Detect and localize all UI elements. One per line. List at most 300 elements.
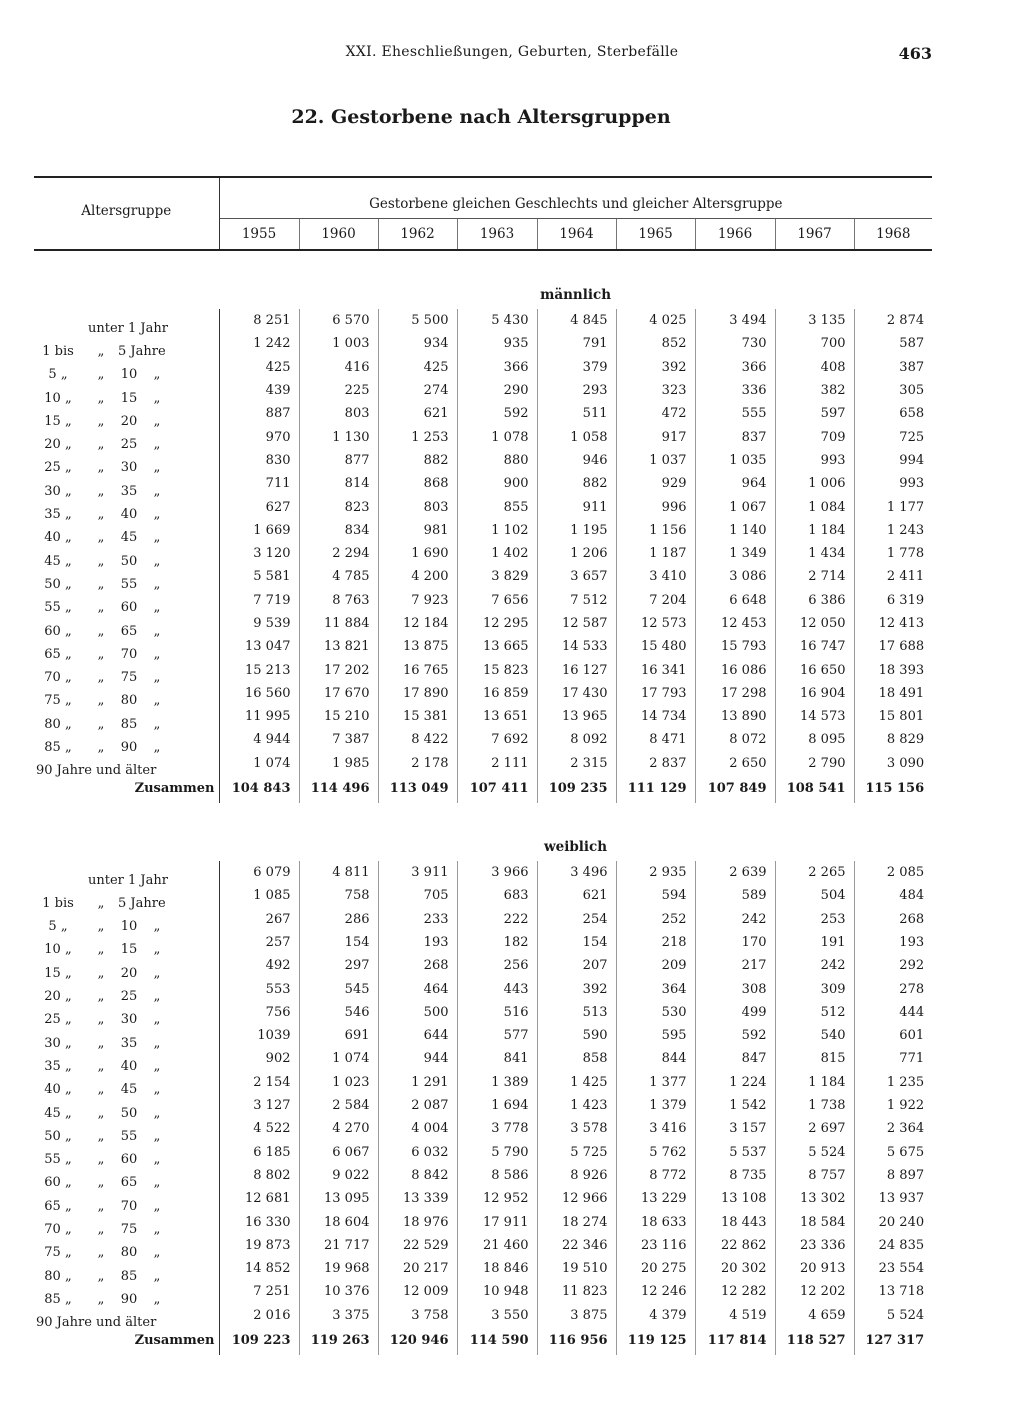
value-cell: 13 339 [378, 1187, 457, 1210]
section-heading: männlich [540, 287, 612, 303]
value-cell: 18 491 [854, 682, 932, 705]
age-to: 55 [120, 1128, 138, 1144]
value-cell: 19 510 [537, 1257, 616, 1280]
value-cell: 293 [537, 379, 616, 402]
total-cell: 113 049 [378, 775, 457, 803]
value-cell: 323 [616, 379, 695, 402]
value-cell: 1 423 [537, 1094, 616, 1117]
value-cell: 278 [854, 977, 932, 1000]
value-cell: 23 554 [854, 1257, 932, 1280]
age-label-text: 90 Jahre und älter [36, 1315, 157, 1331]
value-cell: 6 319 [854, 589, 932, 612]
age-from: 25 „ [44, 460, 72, 476]
total-cell: 118 527 [775, 1327, 854, 1355]
value-cell: 170 [695, 931, 775, 954]
age-group-label [34, 1304, 219, 1331]
value-cell: 993 [854, 472, 932, 495]
value-cell: 1 195 [537, 519, 616, 542]
ditto-mark: „ [153, 1175, 161, 1191]
age-group-label [34, 1047, 219, 1074]
value-cell: 1 084 [775, 495, 854, 518]
value-cell: 900 [457, 472, 537, 495]
value-cell: 758 [299, 884, 378, 907]
age-from: 30 „ [44, 1035, 72, 1051]
value-cell: 16 747 [775, 635, 854, 658]
value-cell: 1 130 [299, 425, 378, 448]
table-row [34, 1047, 932, 1070]
value-cell: 592 [457, 402, 537, 425]
value-cell: 8 072 [695, 728, 775, 751]
value-cell: 830 [265, 452, 291, 468]
value-cell: 19 968 [299, 1257, 378, 1280]
value-cell: 7 719 [253, 592, 291, 608]
value-cell: 935 [457, 332, 537, 355]
ditto-mark: „ [153, 1198, 161, 1214]
value-cell: 182 [457, 931, 537, 954]
age-from: 80 „ [44, 1268, 72, 1284]
age-group-label [34, 1280, 219, 1307]
table-row [34, 1257, 932, 1280]
value-cell: 993 [775, 449, 854, 472]
section-heading-spacer [34, 803, 219, 861]
ditto-mark: „ [97, 1058, 105, 1074]
ditto-mark: „ [97, 1035, 105, 1051]
age-group-label [34, 1024, 219, 1051]
ditto-mark: „ [153, 460, 161, 476]
value-cell: 4 845 [537, 309, 616, 332]
value-cell: 308 [695, 977, 775, 1000]
value-cell: 823 [299, 495, 378, 518]
value-cell: 8 829 [854, 728, 932, 751]
age-group-label [34, 542, 219, 569]
value-cell: 1 078 [457, 425, 537, 448]
year-header: 1955 [219, 219, 299, 251]
value-cell: 5 524 [854, 1304, 932, 1327]
ditto-mark: „ [153, 693, 161, 709]
value-cell: 814 [299, 472, 378, 495]
value-cell: 711 [265, 476, 291, 492]
value-cell: 13 937 [854, 1187, 932, 1210]
age-from: 5 „ [48, 919, 68, 935]
age-from: 70 „ [44, 670, 72, 686]
total-cell: 117 814 [695, 1327, 775, 1355]
value-cell: 13 047 [245, 639, 291, 655]
value-cell: 17 202 [299, 658, 378, 681]
value-cell: 16 650 [775, 658, 854, 681]
value-cell: 7 387 [299, 728, 378, 751]
section-heading-row [34, 803, 932, 861]
table-row [34, 635, 932, 658]
value-cell: 546 [299, 1001, 378, 1024]
value-cell: 12 202 [775, 1280, 854, 1303]
age-from: 5 „ [48, 367, 68, 383]
value-cell: 154 [537, 931, 616, 954]
value-cell: 193 [378, 931, 457, 954]
age-group-label [34, 931, 219, 958]
value-cell: 8 735 [695, 1164, 775, 1187]
age-from: 35 „ [44, 507, 72, 523]
table-row [34, 402, 932, 425]
value-cell: 1 224 [695, 1071, 775, 1094]
age-from: 15 „ [44, 413, 72, 429]
value-cell: 233 [378, 908, 457, 931]
total-cell: 127 317 [854, 1327, 932, 1355]
age-label-text: unter 1 Jahr [88, 320, 168, 336]
section-heading: weiblich [544, 838, 608, 855]
ditto-mark: „ [153, 1222, 161, 1238]
age-from: 50 „ [44, 1128, 72, 1144]
ditto-mark: „ [97, 739, 105, 755]
ditto-mark: „ [97, 460, 105, 476]
value-cell: 3 375 [299, 1304, 378, 1327]
table-row [34, 542, 932, 565]
value-cell: 553 [265, 981, 291, 997]
value-cell: 911 [537, 495, 616, 518]
table-row [34, 977, 932, 1000]
value-cell: 3 778 [457, 1117, 537, 1140]
value-cell: 154 [299, 931, 378, 954]
ditto-mark: „ [97, 1082, 105, 1098]
value-cell: 855 [457, 495, 537, 518]
value-cell: 366 [457, 356, 537, 379]
value-cell: 193 [854, 931, 932, 954]
value-cell: 18 274 [537, 1210, 616, 1233]
value-cell: 6 185 [253, 1144, 291, 1160]
value-cell: 658 [854, 402, 932, 425]
table-row [34, 1071, 932, 1094]
value-cell: 929 [616, 472, 695, 495]
year-header: 1965 [616, 219, 695, 251]
value-cell: 20 217 [378, 1257, 457, 1280]
value-cell: 14 533 [537, 635, 616, 658]
value-cell: 8 422 [378, 728, 457, 751]
value-cell: 5 581 [253, 569, 291, 585]
ditto-mark: „ [153, 413, 161, 429]
value-cell: 20 240 [854, 1210, 932, 1233]
value-cell: 1 006 [775, 472, 854, 495]
value-cell: 5 430 [457, 309, 537, 332]
age-from: 10 „ [44, 942, 72, 958]
value-cell: 3 090 [854, 752, 932, 775]
value-cell: 3 135 [775, 309, 854, 332]
age-group-label [34, 1210, 219, 1238]
value-cell: 3 127 [253, 1098, 291, 1114]
value-cell: 13 108 [695, 1187, 775, 1210]
value-cell: 292 [854, 954, 932, 977]
value-cell: 225 [299, 379, 378, 402]
ditto-mark: „ [153, 623, 161, 639]
value-cell: 23 336 [775, 1234, 854, 1257]
age-from: 45 „ [44, 1105, 72, 1121]
age-group-label [34, 379, 219, 406]
value-cell: 1 922 [854, 1094, 932, 1117]
ditto-mark: „ [97, 507, 105, 523]
value-cell: 16 904 [775, 682, 854, 705]
ditto-mark: „ [153, 1082, 161, 1098]
value-cell: 8 092 [537, 728, 616, 751]
value-cell: 13 875 [378, 635, 457, 658]
age-from: 60 „ [44, 1175, 72, 1191]
value-cell: 286 [299, 908, 378, 931]
age-group-label [34, 861, 219, 888]
value-cell: 887 [265, 406, 291, 422]
value-cell: 16 341 [616, 658, 695, 681]
age-to: 5 Jahre [118, 343, 166, 359]
age-group-label [34, 1071, 219, 1098]
value-cell: 19 873 [245, 1237, 291, 1253]
ditto-mark: „ [153, 507, 161, 523]
total-cell: 114 590 [457, 1327, 537, 1355]
age-to: 20 [120, 965, 138, 981]
value-cell: 252 [616, 908, 695, 931]
age-group-label [34, 519, 219, 546]
total-label: Zusammen [34, 1327, 219, 1355]
age-to: 30 [120, 1012, 138, 1028]
table-row [34, 861, 932, 884]
value-cell: 1 738 [775, 1094, 854, 1117]
ditto-mark: „ [153, 1012, 161, 1028]
value-cell: 464 [378, 977, 457, 1000]
value-cell: 3 966 [457, 861, 537, 884]
value-cell: 1 184 [775, 519, 854, 542]
ditto-mark: „ [153, 483, 161, 499]
ditto-mark: „ [97, 343, 105, 359]
value-cell: 8 842 [378, 1164, 457, 1187]
ditto-mark: „ [153, 1035, 161, 1051]
value-cell: 8 763 [299, 589, 378, 612]
value-cell: 834 [299, 519, 378, 542]
total-cell: 109 223 [231, 1333, 291, 1349]
value-cell: 944 [378, 1047, 457, 1070]
age-from: 15 „ [44, 965, 72, 981]
value-cell: 621 [378, 402, 457, 425]
value-cell: 290 [457, 379, 537, 402]
value-cell: 597 [775, 402, 854, 425]
value-cell: 20 302 [695, 1257, 775, 1280]
value-cell: 15 381 [378, 705, 457, 728]
value-cell: 970 [265, 429, 291, 445]
value-cell: 392 [616, 356, 695, 379]
table-row [34, 728, 932, 751]
age-from: 85 „ [44, 1291, 72, 1307]
value-cell: 17 688 [854, 635, 932, 658]
ditto-mark: „ [97, 390, 105, 406]
value-cell: 16 765 [378, 658, 457, 681]
value-cell: 256 [457, 954, 537, 977]
value-cell: 8 251 [253, 313, 291, 329]
value-cell: 11 823 [537, 1280, 616, 1303]
value-cell: 5 524 [775, 1141, 854, 1164]
total-cell: 119 125 [616, 1327, 695, 1355]
age-from: 85 „ [44, 739, 72, 755]
value-cell: 14 734 [616, 705, 695, 728]
age-group-label [34, 589, 219, 616]
value-cell: 18 604 [299, 1210, 378, 1233]
value-cell: 382 [775, 379, 854, 402]
age-to: 15 [120, 942, 138, 958]
year-header: 1960 [299, 219, 378, 251]
ditto-mark: „ [153, 437, 161, 453]
age-to: 50 [120, 553, 138, 569]
value-cell: 8 471 [616, 728, 695, 751]
value-cell: 1 156 [616, 519, 695, 542]
value-cell: 439 [265, 383, 291, 399]
value-cell: 254 [537, 908, 616, 931]
value-cell: 725 [854, 425, 932, 448]
value-cell: 13 665 [457, 635, 537, 658]
ditto-mark: „ [153, 670, 161, 686]
value-cell: 10 948 [457, 1280, 537, 1303]
value-cell: 5 537 [695, 1141, 775, 1164]
value-cell: 500 [378, 1001, 457, 1024]
age-group-label [34, 728, 219, 755]
value-cell: 996 [616, 495, 695, 518]
value-cell: 4 785 [299, 565, 378, 588]
value-cell: 17 911 [457, 1210, 537, 1233]
age-to: 20 [120, 413, 138, 429]
value-cell: 644 [378, 1024, 457, 1047]
age-from: 60 „ [44, 623, 72, 639]
value-cell: 14 573 [775, 705, 854, 728]
table-row [34, 356, 932, 379]
value-cell: 2 697 [775, 1117, 854, 1140]
table-row [34, 449, 932, 472]
value-cell: 13 302 [775, 1187, 854, 1210]
value-cell: 305 [854, 379, 932, 402]
age-to: 90 [120, 1291, 138, 1307]
value-cell: 545 [299, 977, 378, 1000]
value-cell: 555 [695, 402, 775, 425]
value-cell: 1 235 [854, 1071, 932, 1094]
value-cell: 917 [616, 425, 695, 448]
value-cell: 15 213 [245, 662, 291, 678]
value-cell: 1 140 [695, 519, 775, 542]
value-cell: 511 [537, 402, 616, 425]
age-from: 40 „ [44, 1082, 72, 1098]
value-cell: 4 270 [299, 1117, 378, 1140]
value-cell: 416 [299, 356, 378, 379]
table-row [34, 1094, 932, 1117]
page-number: 463 [898, 44, 932, 63]
value-cell: 297 [299, 954, 378, 977]
age-group-label [34, 356, 219, 383]
value-cell: 791 [537, 332, 616, 355]
age-group-label [34, 402, 219, 429]
ditto-mark: „ [97, 367, 105, 383]
value-cell: 1 177 [854, 495, 932, 518]
value-cell: 1 023 [299, 1071, 378, 1094]
age-to: 70 [120, 646, 138, 662]
ditto-mark: „ [97, 1105, 105, 1121]
value-cell: 472 [616, 402, 695, 425]
age-to: 75 [120, 1222, 138, 1238]
value-cell: 877 [299, 449, 378, 472]
ditto-mark: „ [153, 1128, 161, 1144]
age-to: 5 Jahre [118, 895, 166, 911]
value-cell: 516 [457, 1001, 537, 1024]
age-to: 45 [120, 1082, 138, 1098]
value-cell: 8 897 [854, 1164, 932, 1187]
value-cell: 730 [695, 332, 775, 355]
value-cell: 7 204 [616, 589, 695, 612]
table-row [34, 332, 932, 355]
value-cell: 2 874 [854, 309, 932, 332]
table-row [34, 1234, 932, 1257]
age-to: 85 [120, 1268, 138, 1284]
age-from: 20 „ [44, 989, 72, 1005]
value-cell: 6 386 [775, 589, 854, 612]
value-cell: 209 [616, 954, 695, 977]
value-cell: 11 884 [299, 612, 378, 635]
value-cell: 1 037 [616, 449, 695, 472]
ditto-mark: „ [153, 553, 161, 569]
age-group-label [34, 449, 219, 476]
value-cell: 8 772 [616, 1164, 695, 1187]
value-cell: 22 529 [378, 1234, 457, 1257]
ditto-mark: „ [97, 1245, 105, 1261]
value-cell: 12 681 [245, 1191, 291, 1207]
value-cell: 13 890 [695, 705, 775, 728]
total-cell: 108 541 [775, 775, 854, 803]
age-from: 65 „ [44, 1198, 72, 1214]
age-to: 60 [120, 1152, 138, 1168]
table-row [34, 705, 932, 728]
value-cell: 2 584 [299, 1094, 378, 1117]
value-cell: 12 050 [775, 612, 854, 635]
value-cell: 691 [299, 1024, 378, 1047]
ditto-mark: „ [153, 989, 161, 1005]
age-to: 10 [120, 367, 138, 383]
value-cell: 444 [854, 1001, 932, 1024]
value-cell: 1 434 [775, 542, 854, 565]
ditto-mark: „ [97, 989, 105, 1005]
age-group-label [34, 1141, 219, 1168]
value-cell: 2 935 [616, 861, 695, 884]
age-from: 70 „ [44, 1222, 72, 1238]
value-cell: 621 [537, 884, 616, 907]
age-to: 40 [120, 507, 138, 523]
value-cell: 22 346 [537, 1234, 616, 1257]
value-cell: 1 187 [616, 542, 695, 565]
value-cell: 15 480 [616, 635, 695, 658]
value-cell: 7 692 [457, 728, 537, 751]
age-to: 70 [120, 1198, 138, 1214]
value-cell: 7 251 [253, 1284, 291, 1300]
age-from: 25 „ [44, 1012, 72, 1028]
value-cell: 1 291 [378, 1071, 457, 1094]
value-cell: 1 067 [695, 495, 775, 518]
value-cell: 5 500 [378, 309, 457, 332]
value-cell: 587 [854, 332, 932, 355]
ditto-mark: „ [153, 390, 161, 406]
value-cell: 2 087 [378, 1094, 457, 1117]
value-cell: 934 [378, 332, 457, 355]
year-header: 1962 [378, 219, 457, 251]
value-cell: 1 425 [537, 1071, 616, 1094]
value-cell: 6 648 [695, 589, 775, 612]
value-cell: 18 584 [775, 1210, 854, 1233]
value-cell: 17 298 [695, 682, 775, 705]
value-cell: 1 253 [378, 425, 457, 448]
value-cell: 756 [265, 1004, 291, 1020]
year-header: 1968 [854, 219, 932, 251]
value-cell: 513 [537, 1001, 616, 1024]
ditto-mark: „ [97, 1012, 105, 1028]
value-cell: 512 [775, 1001, 854, 1024]
value-cell: 13 095 [299, 1187, 378, 1210]
age-to: 45 [120, 530, 138, 546]
value-cell: 868 [378, 472, 457, 495]
